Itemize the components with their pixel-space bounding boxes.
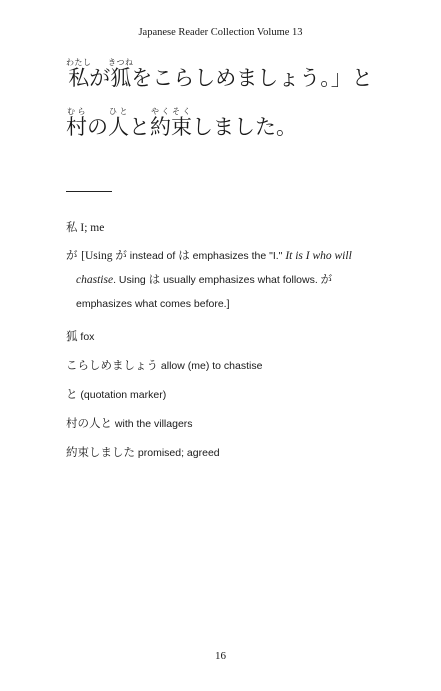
glossary-entry <box>66 357 396 374</box>
ruby-reading: やくそく <box>150 107 192 116</box>
glossary-note-part: [Using <box>81 250 116 262</box>
ruby-base: 村 <box>66 115 87 139</box>
glossary-term: 私 <box>66 220 78 234</box>
text-segment: と <box>129 115 150 139</box>
glossary-note-part: emphasizes the "I." <box>189 250 286 262</box>
text-segment: の <box>87 115 108 139</box>
glossary-term: 約束しました <box>66 445 135 459</box>
main-text-line-1 <box>66 58 406 91</box>
running-header: Japanese Reader Collection Volume 13 <box>138 27 303 38</box>
ruby-base: 人 <box>108 115 129 139</box>
glossary-note-part: が <box>115 248 127 262</box>
glossary-note-part: emphasizes what comes before.] <box>76 298 230 310</box>
glossary-entry <box>66 444 396 461</box>
glossary-definition: promised; agreed <box>135 447 220 459</box>
glossary-note-part: chastise <box>76 274 114 286</box>
glossary-note-part: は <box>178 248 190 262</box>
glossary-note-part: instead of <box>126 250 179 262</box>
glossary-definition: allow (me) to chastise <box>158 360 263 372</box>
glossary-note-part: が <box>320 272 333 286</box>
glossary-term: 村の人と <box>66 416 112 430</box>
glossary-entry <box>66 415 396 432</box>
glossary-note-part: It is I who will <box>285 250 352 262</box>
ruby-word <box>66 58 92 90</box>
glossary-entry <box>66 219 396 236</box>
ruby-base: 狐 <box>108 66 134 90</box>
glossary-term: が <box>66 248 82 262</box>
ruby-word <box>108 58 134 90</box>
glossary <box>66 219 396 473</box>
ruby-word <box>150 107 192 139</box>
ruby-base: 約束 <box>150 115 192 139</box>
ruby-reading: むら <box>66 107 87 116</box>
glossary-definition: (quotation marker) <box>77 389 167 401</box>
glossary-entry <box>66 328 396 345</box>
glossary-note-part: は <box>148 272 161 286</box>
glossary-term: 狐 <box>66 329 78 343</box>
glossary-definition: I; me <box>77 222 105 234</box>
glossary-term: と <box>66 387 78 401</box>
glossary-definition: with the villagers <box>112 418 193 430</box>
glossary-entry <box>66 244 396 316</box>
main-text <box>66 58 406 140</box>
text-segment: しました。 <box>192 115 297 139</box>
glossary-entry <box>66 386 396 403</box>
ruby-reading: ひと <box>108 107 129 116</box>
text-segment: が <box>89 66 111 90</box>
section-divider <box>66 191 112 192</box>
glossary-note-part: . Using <box>113 274 149 286</box>
text-segment: をこらしめましょう。」と <box>131 66 373 90</box>
glossary-note-continuation <box>66 292 396 316</box>
glossary-note-continuation <box>66 268 396 292</box>
ruby-reading: きつね <box>108 58 134 67</box>
ruby-word <box>108 107 129 139</box>
ruby-word <box>66 107 87 139</box>
glossary-term: こらしめましょう <box>66 358 158 372</box>
main-text-line-2 <box>66 107 406 140</box>
glossary-note-part: usually emphasizes what follows. <box>160 274 321 286</box>
glossary-definition: fox <box>77 331 95 343</box>
page-number: 16 <box>215 650 226 662</box>
ruby-base: 私 <box>66 66 92 90</box>
ruby-reading: わたし <box>66 58 92 67</box>
